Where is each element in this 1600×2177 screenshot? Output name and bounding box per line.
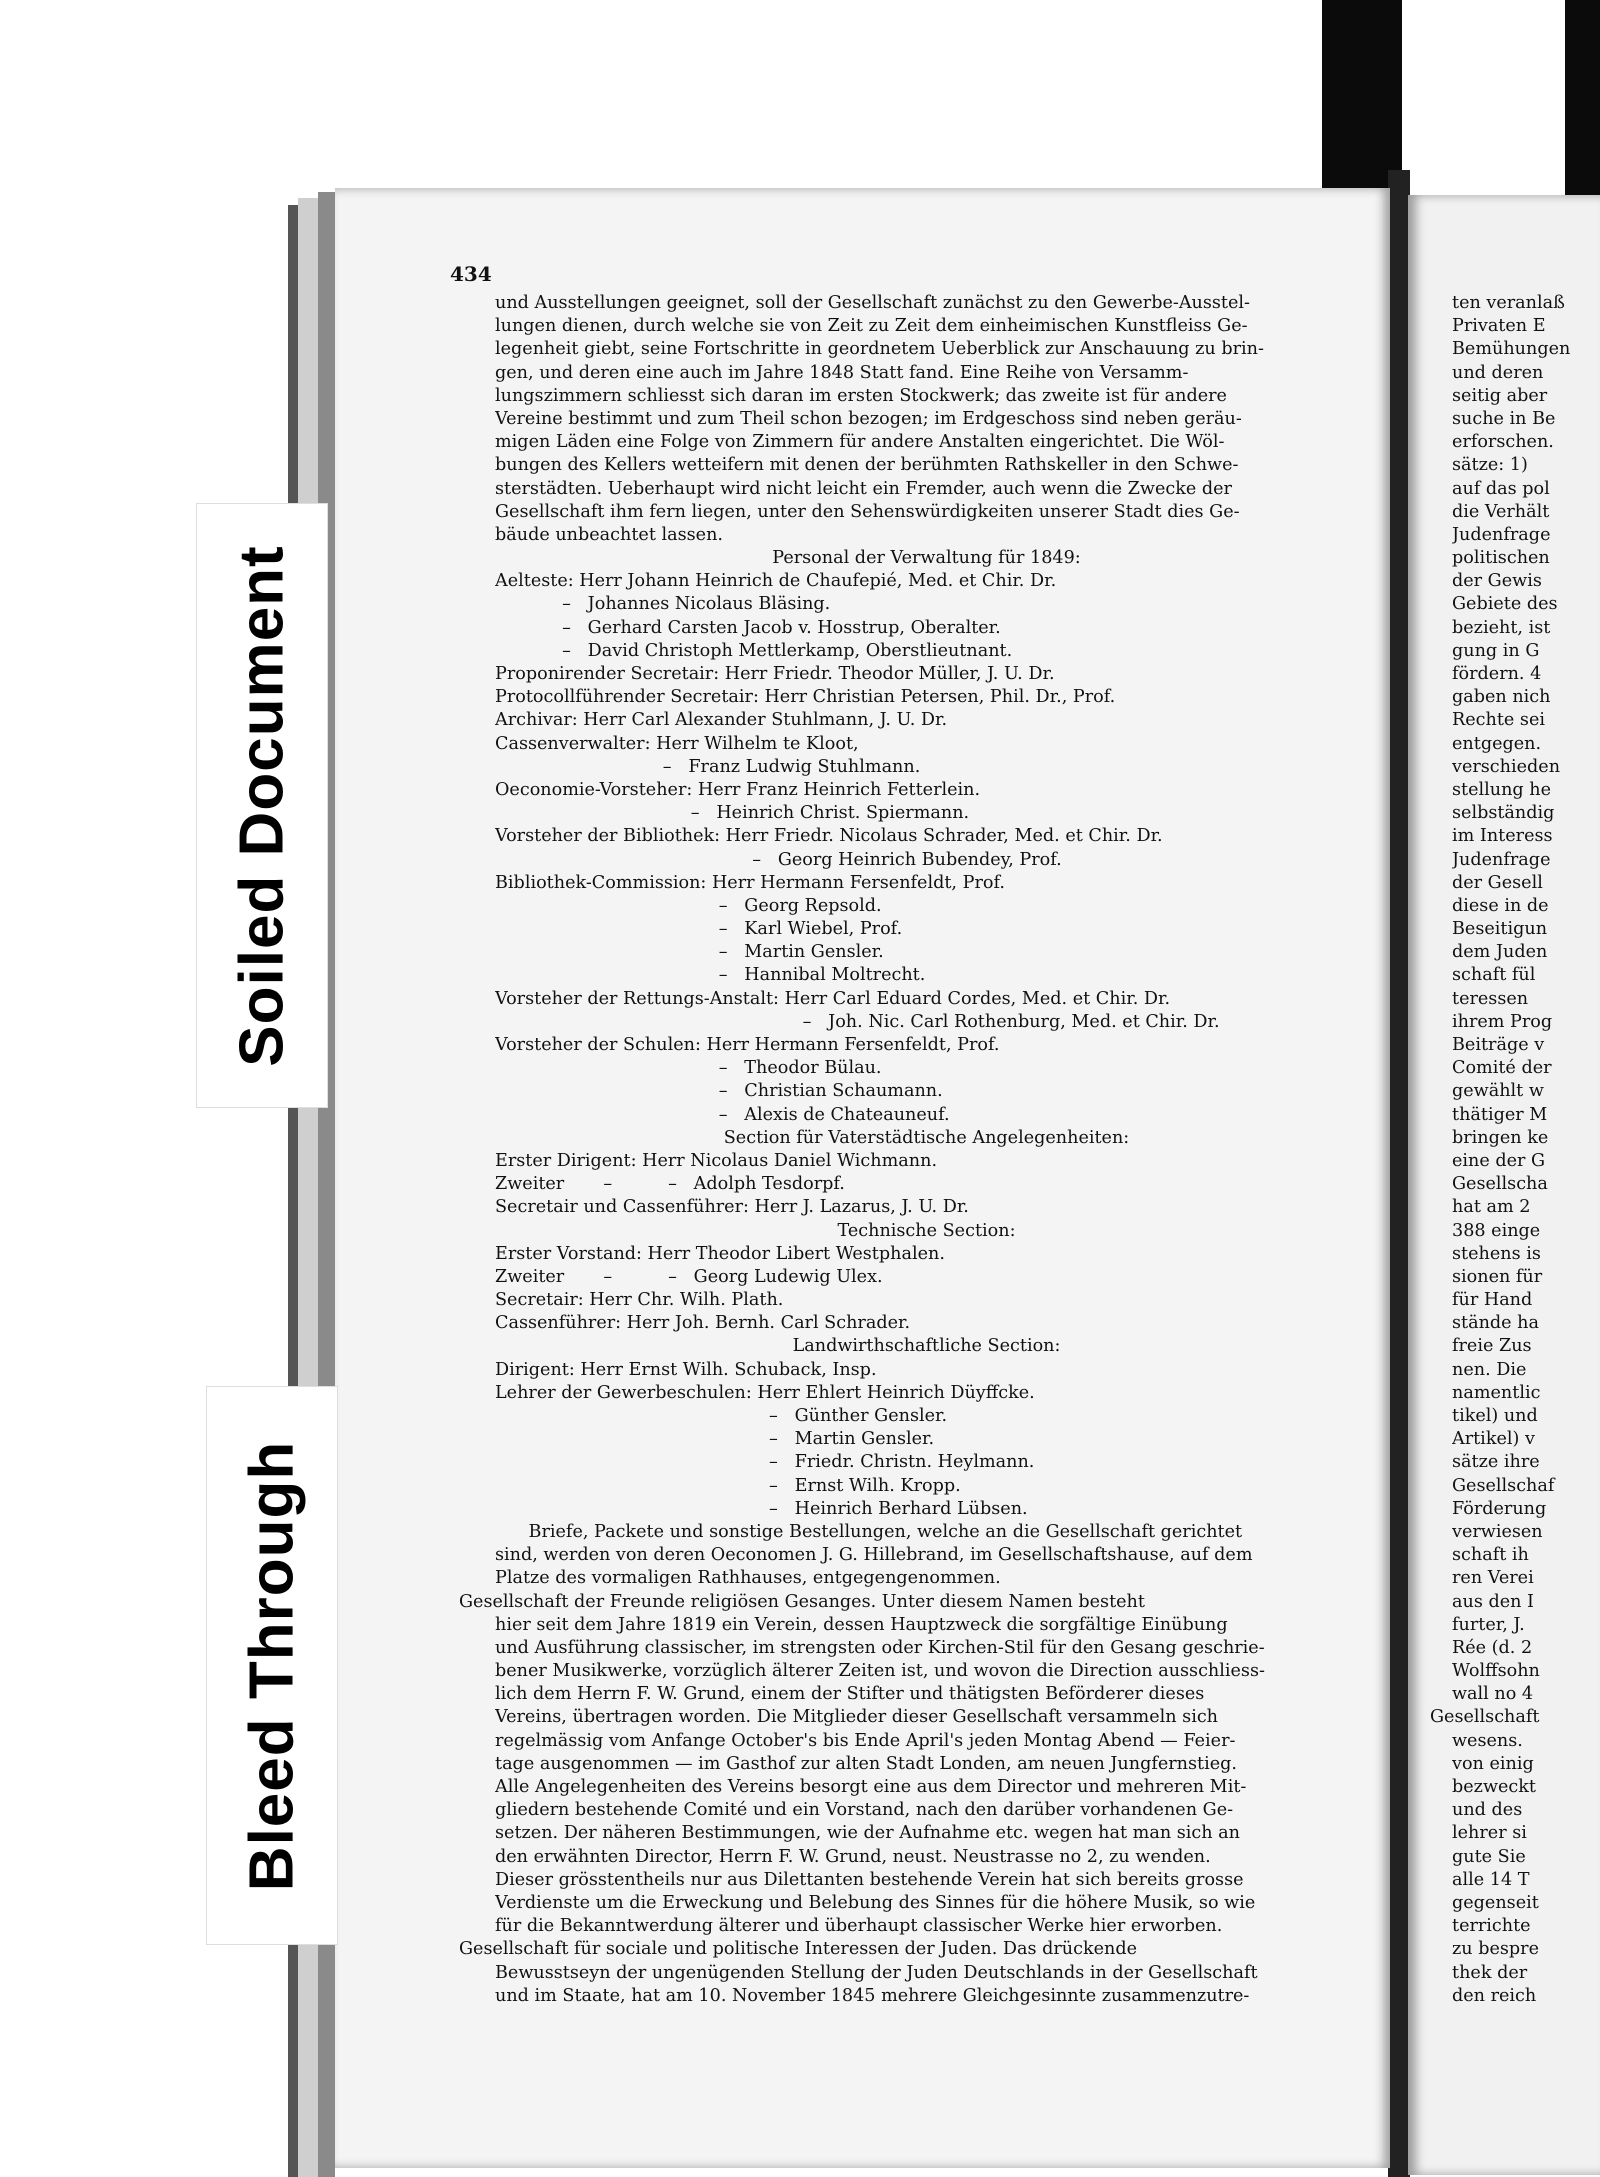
text-line: Dieser grösstentheils nur aus Dilettanten bestehende Verein hat sich bereits grosse [495, 1869, 1244, 1890]
right-text-line: hat am 2 [1452, 1197, 1531, 1218]
soiled-document-label [196, 503, 328, 1108]
bleed-through-label [206, 1386, 338, 1945]
bleed-through-text: Bleed Through [237, 1440, 307, 1891]
text-line: Secretair und Cassenführer: Herr J. Lazarus, J. U. Dr. [495, 1197, 969, 1218]
right-text-line: den reich [1452, 1985, 1537, 2006]
text-line: – Karl Wiebel, Prof. [495, 919, 903, 940]
text-line: Proponirender Secretair: Herr Friedr. Theodor Müller, J. U. Dr. [495, 664, 1055, 684]
text-line: Vorsteher der Bibliothek: Herr Friedr. Nicolaus Schrader, Med. et Chir. Dr. [495, 826, 1163, 847]
right-text-line: wesens. [1452, 1730, 1523, 1751]
right-text-line: nen. Die [1452, 1359, 1527, 1380]
right-text-line: entgegen. [1452, 733, 1542, 754]
right-text-line: schaft ih [1452, 1545, 1529, 1566]
text-line: Archivar: Herr Carl Alexander Stuhlmann, J. U. Dr. [495, 710, 948, 731]
right-text-line: eine der G [1452, 1150, 1546, 1171]
text-line: Cassenführer: Herr Joh. Bernh. Carl Schrader. [495, 1313, 911, 1334]
text-line: für die Bekanntwerdung älterer und überhaupt classischer Werke hier erworben. [495, 1916, 1223, 1937]
text-line: – Georg Heinrich Bubendey, Prof. [495, 849, 1062, 870]
right-text-line: ten veranlaß [1452, 293, 1565, 313]
right-text-line: erforschen. [1452, 432, 1554, 453]
text-line: – Hannibal Moltrecht. [495, 965, 926, 986]
right-text-line: der Gesell [1452, 872, 1543, 893]
soiled-document-text: Soiled Document [227, 544, 297, 1067]
right-text-line: Wolffsohn [1452, 1661, 1540, 1682]
text-line: Landwirthschaftliche Section: [792, 1336, 1061, 1357]
text-line: sind, werden von deren Oeconomen J. G. Hillebrand, im Gesellschaftshause, auf dem [495, 1545, 1253, 1566]
right-text-line: verschieden [1452, 756, 1561, 777]
right-text-line: suche in Be [1452, 408, 1556, 429]
text-line: lungszimmern schliesst sich daran im ersten Stockwerk; das zweite ist für andere [495, 385, 1227, 406]
right-text-line: zu bespre [1452, 1939, 1539, 1960]
text-line: Dirigent: Herr Ernst Wilh. Schuback, Insp. [495, 1359, 877, 1380]
right-text-line: Privaten E [1452, 316, 1546, 337]
text-line: Briefe, Packete und sonstige Bestellungen, welche an die Gesellschaft gerichtet [495, 1521, 1243, 1542]
right-text-line: freie Zus [1452, 1336, 1532, 1357]
right-text-line: Gesellschaft [1430, 1707, 1540, 1728]
right-text-line: politischen [1452, 548, 1550, 569]
right-text-line: Judenfrage [1452, 849, 1551, 870]
text-line: regelmässig vom Anfange October's bis Ende April's jeden Montag Abend — Feier- [495, 1730, 1236, 1751]
right-text-line: schaft fül [1452, 965, 1536, 986]
right-text-line: 388 einge [1452, 1220, 1541, 1241]
text-line: hier seit dem Jahre 1819 ein Verein, dessen Hauptzweck die sorgfältige Einübung [495, 1614, 1228, 1635]
text-line: – David Christoph Mettlerkamp, Oberstlieutnant. [495, 640, 1013, 661]
text-line: und im Staate, hat am 10. November 1845 mehrere Gleichgesinnte zusammenzutre- [495, 1985, 1250, 2006]
text-line: Aelteste: Herr Johann Heinrich de Chaufepié, Med. et Chir. Dr. [495, 571, 1057, 592]
text-line: – Gerhard Carsten Jacob v. Hosstrup, Oberalter. [495, 617, 1001, 638]
right-text-line: ren Verei [1452, 1568, 1534, 1589]
right-text-line: fördern. 4 [1452, 664, 1542, 684]
text-line: – Heinrich Christ. Spiermann. [495, 803, 970, 824]
right-text-line: Gebiete des [1452, 594, 1558, 615]
right-text-line: lehrer si [1452, 1823, 1527, 1844]
text-line: setzen. Der näheren Bestimmungen, wie der Aufnahme etc. wegen hat man sich an [495, 1823, 1241, 1844]
text-line: migen Läden eine Folge von Zimmern für andere Anstalten eingerichtet. Die Wöl- [495, 432, 1225, 453]
right-text-line: bezieht, ist [1452, 617, 1551, 638]
text-line: Erster Vorstand: Herr Theodor Libert Westphalen. [495, 1243, 945, 1264]
right-text-line: furter, J. [1452, 1614, 1525, 1635]
right-text-line: Judenfrage [1452, 524, 1551, 545]
text-line: – Alexis de Chateauneuf. [495, 1104, 950, 1125]
right-text-line: terrichte [1452, 1916, 1531, 1937]
right-text-line: im Interess [1452, 826, 1553, 847]
right-text-line: diese in de [1452, 895, 1549, 916]
text-line: – Christian Schaumann. [495, 1081, 943, 1102]
right-text-line: auf das pol [1452, 478, 1550, 499]
text-line: Bibliothek-Commission: Herr Hermann Fersenfeldt, Prof. [495, 872, 1005, 893]
right-text-line: stehens is [1452, 1243, 1541, 1264]
text-line: und Ausstellungen geeignet, soll der Gesellschaft zunächst zu den Gewerbe-Ausstel- [495, 293, 1250, 313]
gutter-shadow [1388, 170, 1410, 2177]
text-line: Gesellschaft für sociale und politische Interessen der Juden. Das drückende [459, 1939, 1138, 1960]
right-text-line: bringen ke [1452, 1127, 1549, 1148]
right-text-line: Bemühungen [1452, 339, 1571, 360]
right-text-line: und deren [1452, 362, 1544, 383]
right-text-line: aus den I [1452, 1591, 1534, 1612]
right-text-line: namentlic [1452, 1382, 1541, 1403]
text-line: Vereine bestimmt und zum Theil schon bezogen; im Erdgeschoss sind neben geräu- [495, 408, 1242, 429]
text-line: sterstädten. Ueberhaupt wird nicht leicht ein Fremder, auch wenn die Zwecke der [495, 478, 1232, 499]
text-line: Gesellschaft der Freunde religiösen Gesanges. Unter diesem Namen besteht [459, 1591, 1145, 1612]
text-line: bener Musikwerke, vorzüglich älterer Zeiten ist, und wovon die Direction ausschliess- [495, 1661, 1265, 1682]
right-text-line: Beseitigun [1452, 919, 1548, 940]
text-line: Alle Angelegenheiten des Vereins besorgt eine aus dem Director und mehreren Mit- [495, 1777, 1247, 1797]
text-line: Bewusstseyn der ungenügenden Stellung der Juden Deutschlands in der Gesellschaft [495, 1962, 1258, 1983]
right-text-line: sätze ihre [1452, 1452, 1540, 1473]
text-line: – Martin Gensler. [495, 942, 884, 963]
right-text-line: Beiträge v [1452, 1035, 1545, 1055]
right-text-line: alle 14 T [1452, 1869, 1530, 1890]
left-page-text [459, 292, 1358, 2008]
text-line: Section für Vaterstädtische Angelegenheiten: [723, 1127, 1130, 1148]
right-text-line: selbständig [1452, 803, 1555, 824]
right-text-line: Gesellschaf [1452, 1475, 1555, 1496]
right-text-line: stände ha [1452, 1313, 1540, 1334]
text-line: legenheit giebt, seine Fortschritte in geordnetem Ueberblick zur Anschauung zu brin- [495, 339, 1264, 360]
text-line: Platze des vormaligen Rathhauses, entgegengenommen. [495, 1568, 1001, 1589]
text-line: den erwähnten Director, Herrn F. W. Grund, neust. Neustrasse no 2, zu wenden. [495, 1846, 1211, 1867]
text-line: Vorsteher der Schulen: Herr Hermann Fersenfeldt, Prof. [495, 1035, 1000, 1055]
text-line: Protocollführender Secretair: Herr Christian Petersen, Phil. Dr., Prof. [495, 687, 1116, 708]
right-text-line: Gesellscha [1452, 1174, 1548, 1195]
right-text-line: gaben nich [1452, 687, 1551, 708]
text-line: Oeconomie-Vorsteher: Herr Franz Heinrich Fetterlein. [495, 779, 981, 800]
text-line: lich dem Herrn F. W. Grund, einem der Stifter und thätigsten Beförderer dieses [495, 1684, 1205, 1705]
text-line: Personal der Verwaltung für 1849: [772, 548, 1081, 569]
right-text-line: Rée (d. 2 [1452, 1637, 1533, 1658]
right-text-line: teressen [1452, 988, 1529, 1009]
text-line: Cassenverwalter: Herr Wilhelm te Kloot, [495, 733, 859, 754]
right-text-line: Förderung [1452, 1498, 1547, 1519]
text-line: lungen dienen, durch welche sie von Zeit zu Zeit dem einheimischen Kunstfleiss Ge- [495, 316, 1248, 337]
right-text-line: für Hand [1452, 1290, 1533, 1311]
right-text-line: Rechte sei [1452, 710, 1545, 731]
text-line: – Friedr. Christn. Heylmann. [495, 1452, 1035, 1473]
right-text-line: gewählt w [1452, 1081, 1544, 1102]
right-text-line: thek der [1452, 1962, 1528, 1983]
right-text-line: gute Sie [1452, 1846, 1526, 1867]
right-text-line: wall no 4 [1452, 1684, 1534, 1705]
text-line: Zweiter – – Georg Ludewig Ulex. [495, 1266, 883, 1287]
text-line: – Günther Gensler. [495, 1406, 948, 1426]
right-text-line: dem Juden [1452, 942, 1548, 963]
text-line: – Johannes Nicolaus Bläsing. [495, 594, 831, 615]
text-line: tage ausgenommen — im Gasthof zur alten Stadt Londen, am neuen Jungfernstieg. [495, 1753, 1238, 1774]
right-text-line: verwiesen [1452, 1521, 1543, 1542]
text-line: Verdienste um die Erweckung und Belebung des Sinnes für die höhere Musik, so wie [495, 1892, 1256, 1913]
text-line: – Franz Ludwig Stuhlmann. [495, 756, 921, 777]
text-line: Vereins, übertragen worden. Die Mitglieder dieser Gesellschaft versammeln sich [495, 1707, 1219, 1728]
right-text-line: seitig aber [1452, 385, 1548, 406]
right-page-text [1430, 292, 1600, 2008]
text-line: Vorsteher der Rettungs-Anstalt: Herr Carl Eduard Cordes, Med. et Chir. Dr. [495, 988, 1171, 1009]
text-line: und Ausführung classischer, im strengsten oder Kirchen-Stil für den Gesang geschrie- [495, 1637, 1265, 1658]
page-number: 434 [450, 262, 492, 286]
right-text-line: ihrem Prog [1452, 1011, 1553, 1032]
text-line: Gesellschaft ihm fern liegen, unter den Sehenswürdigkeiten unserer Stadt dies Ge- [495, 501, 1240, 522]
text-line: bäude unbeachtet lassen. [495, 524, 724, 545]
right-text-line: gegenseit [1452, 1892, 1539, 1913]
right-text-line: tikel) und [1452, 1406, 1538, 1426]
text-line: gliedern bestehende Comité und ein Vorstand, nach den darüber vorhandenen Ge- [495, 1800, 1234, 1821]
text-line: Lehrer der Gewerbeschulen: Herr Ehlert Heinrich Düyffcke. [495, 1382, 1035, 1403]
right-text-line: Artikel) v [1452, 1429, 1535, 1450]
text-line: Technische Section: [837, 1220, 1016, 1241]
right-text-line: stellung he [1452, 779, 1552, 800]
text-line: – Ernst Wilh. Kropp. [495, 1475, 961, 1496]
right-text-line: der Gewis [1452, 571, 1542, 592]
right-text-line: von einig [1452, 1753, 1534, 1774]
text-line: Zweiter – – Adolph Tesdorpf. [495, 1174, 845, 1195]
text-line: gen, und deren eine auch im Jahre 1848 Statt fand. Eine Reihe von Versamm- [495, 362, 1189, 383]
right-text-line: und des [1452, 1800, 1523, 1821]
text-line: – Heinrich Berhard Lübsen. [495, 1498, 1028, 1519]
text-line: – Georg Repsold. [495, 895, 882, 916]
right-text-line: thätiger M [1452, 1104, 1548, 1125]
text-line: Secretair: Herr Chr. Wilh. Plath. [495, 1290, 784, 1311]
right-text-line: gung in G [1452, 640, 1540, 661]
text-line: bungen des Kellers wetteifern mit denen der berühmten Rathskeller in den Schwe- [495, 455, 1239, 476]
right-text-line: die Verhält [1452, 501, 1550, 522]
right-text-line: bezweckt [1452, 1777, 1536, 1797]
text-line: – Martin Gensler. [495, 1429, 935, 1450]
right-text-line: sätze: 1) [1452, 455, 1528, 476]
right-text-line: Comité der [1452, 1058, 1552, 1079]
text-line: – Joh. Nic. Carl Rothenburg, Med. et Chir. Dr. [495, 1011, 1220, 1032]
top-right-black-edge [1565, 0, 1600, 200]
right-text-line: sionen für [1452, 1266, 1543, 1287]
text-line: – Theodor Bülau. [495, 1058, 882, 1079]
text-line: Erster Dirigent: Herr Nicolaus Daniel Wichmann. [495, 1150, 938, 1171]
